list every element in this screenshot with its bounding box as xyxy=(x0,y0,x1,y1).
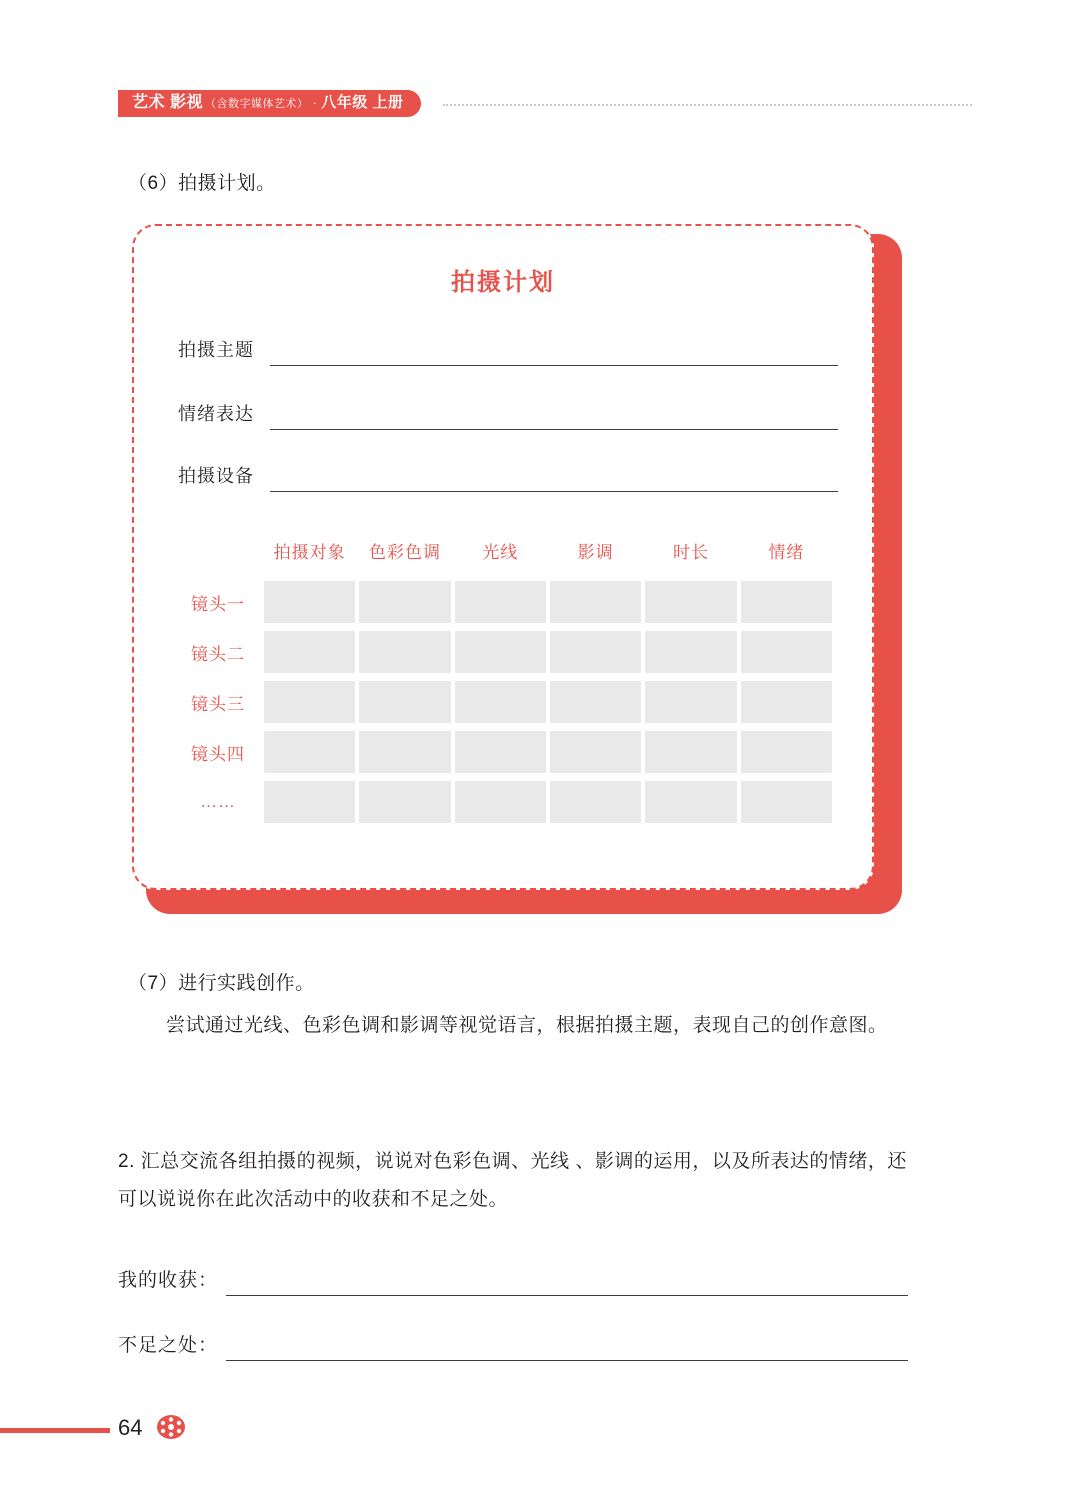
card-title: 拍摄计划 xyxy=(451,269,555,296)
row-label-shot-1: 镜头一 xyxy=(191,594,245,614)
field-input-equipment[interactable] xyxy=(270,469,838,492)
cell-more-emotion[interactable] xyxy=(741,781,832,823)
section-label-7: （7）进行实践创作。 xyxy=(128,973,315,994)
table-header-row xyxy=(176,534,832,573)
cell-shot1-emotion[interactable] xyxy=(741,581,832,623)
header-grade: 八年级 上册 xyxy=(321,93,404,111)
table-row xyxy=(176,781,832,823)
field-row-emotion xyxy=(178,400,838,430)
answer-row-gains xyxy=(118,1265,908,1296)
answer-input-shortcomings[interactable] xyxy=(226,1340,908,1361)
cell-shot3-light[interactable] xyxy=(455,681,546,723)
column-header-duration: 时长 xyxy=(672,543,709,562)
section-paragraph-7: 尝试通过光线、色彩色调和影调等视觉语言，根据拍摄主题，表现自己的创作意图。 xyxy=(166,1014,888,1036)
column-header-emotion: 情绪 xyxy=(768,543,805,562)
row-label-shot-4: 镜头四 xyxy=(191,744,245,764)
field-row-subject xyxy=(178,336,838,366)
header-subject: 艺术 影视 xyxy=(132,93,203,111)
answer-label-shortcomings: 不足之处： xyxy=(118,1335,219,1356)
cell-shot4-emotion[interactable] xyxy=(741,731,832,773)
cell-shot4-color[interactable] xyxy=(359,731,450,773)
header-subject-note: （含数字媒体艺术） xyxy=(204,97,309,110)
film-reel-icon xyxy=(156,1414,186,1440)
table-corner xyxy=(176,534,260,573)
table-row xyxy=(176,581,832,623)
cell-shot1-duration[interactable] xyxy=(645,581,736,623)
cell-shot2-subject[interactable] xyxy=(264,631,355,673)
field-label-emotion: 情绪表达 xyxy=(178,404,254,424)
field-input-emotion[interactable] xyxy=(270,407,838,430)
cell-more-tone[interactable] xyxy=(550,781,641,823)
answer-input-gains[interactable] xyxy=(226,1275,908,1296)
cell-more-subject[interactable] xyxy=(264,781,355,823)
cell-shot1-light[interactable] xyxy=(455,581,546,623)
cell-shot3-emotion[interactable] xyxy=(741,681,832,723)
cell-more-duration[interactable] xyxy=(645,781,736,823)
header-dotted-rule xyxy=(443,104,972,106)
cell-shot2-duration[interactable] xyxy=(645,631,736,673)
answer-row-shortcomings xyxy=(118,1330,908,1361)
table-row xyxy=(176,681,832,723)
cell-shot4-subject[interactable] xyxy=(264,731,355,773)
row-label-shot-3: 镜头三 xyxy=(191,694,245,714)
cell-shot4-duration[interactable] xyxy=(645,731,736,773)
header-separator: · xyxy=(312,94,318,110)
cell-shot4-light[interactable] xyxy=(455,731,546,773)
cell-shot3-color[interactable] xyxy=(359,681,450,723)
cell-shot3-tone[interactable] xyxy=(550,681,641,723)
section-label-6: （6）拍摄计划。 xyxy=(128,173,276,194)
question-2-paragraph: 2. 汇总交流各组拍摄的视频，说说对色彩色调、光线 、影调的运用，以及所表达的情绪，还可以说说你在此次活动中的收获和不足之处。 xyxy=(118,1151,907,1210)
card-body xyxy=(132,224,874,890)
cell-shot4-tone[interactable] xyxy=(550,731,641,773)
cell-shot1-tone[interactable] xyxy=(550,581,641,623)
field-label-equipment: 拍摄设备 xyxy=(178,466,254,486)
cell-shot1-subject[interactable] xyxy=(264,581,355,623)
column-header-color: 色彩色调 xyxy=(368,543,441,562)
answer-label-gains: 我的收获： xyxy=(118,1270,219,1291)
cell-shot2-tone[interactable] xyxy=(550,631,641,673)
cell-shot3-subject[interactable] xyxy=(264,681,355,723)
header-subject-tag xyxy=(118,90,421,117)
table-row xyxy=(176,731,832,773)
shooting-plan-card xyxy=(132,224,902,914)
field-row-equipment xyxy=(178,462,838,492)
page-header xyxy=(118,88,972,118)
column-header-light: 光线 xyxy=(482,543,519,562)
cell-shot3-duration[interactable] xyxy=(645,681,736,723)
page-number: 64 xyxy=(118,1415,143,1440)
cell-shot1-color[interactable] xyxy=(359,581,450,623)
column-header-subject: 拍摄对象 xyxy=(273,543,346,562)
footer-accent-bar xyxy=(0,1428,110,1433)
field-label-subject: 拍摄主题 xyxy=(178,340,254,360)
table-row xyxy=(176,631,832,673)
row-label-shot-2: 镜头二 xyxy=(191,644,245,664)
row-label-more: …… xyxy=(200,792,236,811)
cell-shot2-emotion[interactable] xyxy=(741,631,832,673)
cell-more-color[interactable] xyxy=(359,781,450,823)
cell-shot2-light[interactable] xyxy=(455,631,546,673)
cell-more-light[interactable] xyxy=(455,781,546,823)
column-header-tone: 影调 xyxy=(577,543,614,562)
cell-shot2-color[interactable] xyxy=(359,631,450,673)
shot-table xyxy=(172,526,836,831)
field-input-subject[interactable] xyxy=(270,343,838,366)
